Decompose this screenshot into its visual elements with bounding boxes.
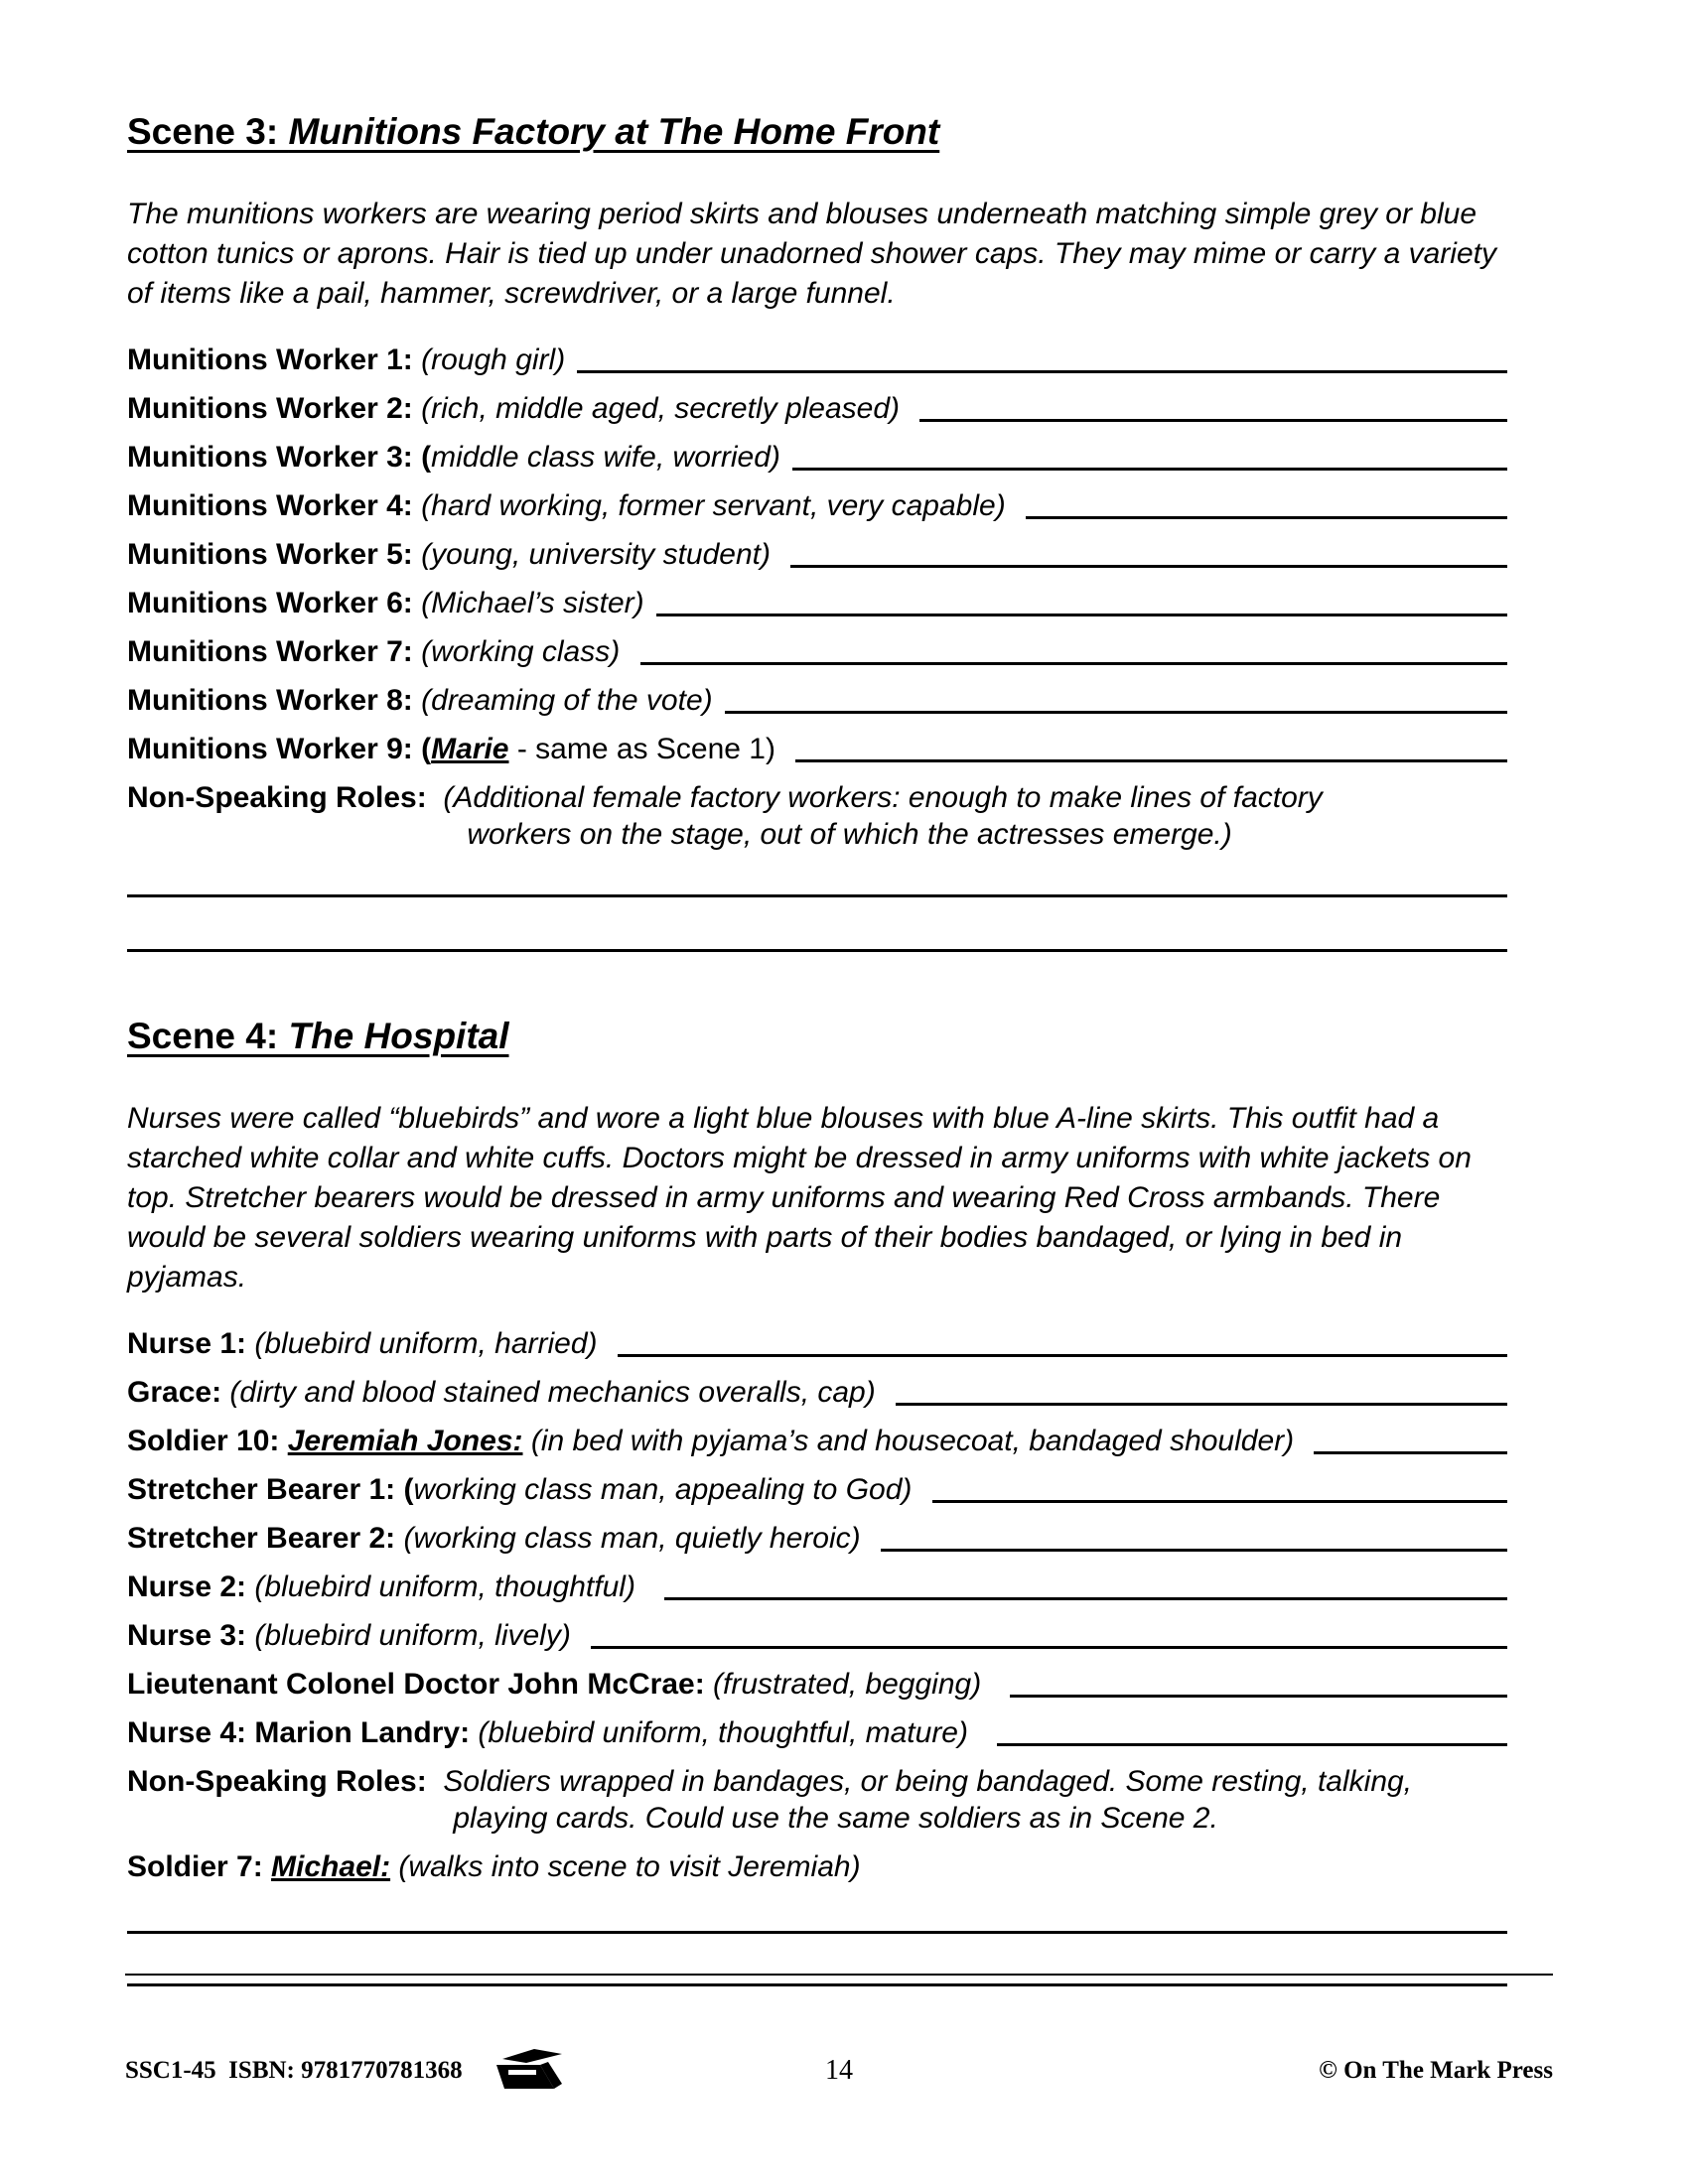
isbn-label: SSC1-45 ISBN: 9781770781368 bbox=[125, 2057, 463, 2084]
role-label: Soldier 10: bbox=[127, 1425, 288, 1457]
role-row bbox=[127, 1325, 1507, 1362]
role-desc: (bluebird uniform, harried) bbox=[254, 1327, 606, 1360]
role-label: Lieutenant Colonel Doctor John McCrae: bbox=[127, 1668, 714, 1701]
scene3-heading bbox=[127, 111, 1507, 153]
footer-left bbox=[125, 1991, 566, 2150]
role-desc: (bluebird uniform, lively) bbox=[254, 1619, 580, 1652]
role-label: Nurse 2: bbox=[127, 1570, 255, 1603]
role-character-name: Jeremiah Jones: bbox=[287, 1425, 523, 1457]
role-label: Nurse 3: bbox=[127, 1619, 255, 1652]
section-divider bbox=[127, 894, 1507, 952]
blank-line bbox=[664, 1597, 1507, 1600]
role-row bbox=[127, 1617, 1507, 1654]
role-label: Non-Speaking Roles: bbox=[127, 781, 444, 814]
role-label: Grace: bbox=[127, 1376, 230, 1409]
scene3-heading-prefix: Scene 3: bbox=[127, 111, 289, 152]
scene4-intro: Nurses were called “bluebirds” and wore a light blue blouses with blue A-line skirts. This outfit had a starched white collar and white cuffs. Doctors might be dressed in army uniforms with white jackets on top. Stretcher bearers would be dressed in army uniforms and wearing Red Cross armbands. There would be several soldiers wearing uniforms with parts of their bodies bandaged, or lying in bed in pyjamas. bbox=[127, 1102, 1472, 1294]
role-label: Munitions Worker 2: bbox=[127, 392, 422, 425]
role-label: Munitions Worker 7: bbox=[127, 635, 422, 668]
blank-line bbox=[656, 614, 1507, 616]
role-desc: (dreaming of the vote) bbox=[421, 684, 713, 717]
blank-line bbox=[795, 759, 1507, 762]
blank-rule-line bbox=[127, 894, 1507, 897]
non-speaking-line1: (Additional female factory workers: enough to make lines of factory bbox=[443, 781, 1323, 814]
role-row bbox=[127, 633, 1507, 670]
role-row bbox=[127, 1714, 1507, 1751]
blank-line bbox=[997, 1743, 1507, 1746]
blank-line bbox=[881, 1549, 1507, 1552]
role-row bbox=[127, 682, 1507, 719]
blank-line bbox=[896, 1403, 1507, 1406]
non-speaking-line2: playing cards. Could use the same soldiers as in Scene 2. bbox=[453, 1802, 1218, 1835]
role-desc: (in bed with pyjama’s and housecoat, bandaged shoulder) bbox=[522, 1425, 1303, 1457]
scene3-intro: The munitions workers are wearing period skirts and blouses underneath matching simple grey or blue cotton tunics or aprons. Hair is tied up under unadorned shower caps. They may mime or carry a variety of items like a pail, hammer, screwdriver, or a large funnel. bbox=[127, 198, 1496, 310]
role-label: Munitions Worker 8: bbox=[127, 684, 422, 717]
role-row bbox=[127, 1520, 1507, 1557]
role-label: Non-Speaking Roles: bbox=[127, 1765, 444, 1798]
role-label: Soldier 7: bbox=[127, 1850, 272, 1883]
scene3-roles bbox=[127, 341, 1507, 853]
role-row bbox=[127, 1569, 1507, 1605]
printer-icon bbox=[492, 1991, 566, 2150]
role-row bbox=[127, 1848, 1507, 1885]
scene3-heading-title: Munitions Factory at The Home Front bbox=[288, 111, 940, 152]
blank-line bbox=[932, 1500, 1507, 1503]
role-label: Munitions Worker 5: bbox=[127, 538, 422, 571]
role-label: Nurse 1: bbox=[127, 1327, 255, 1360]
role-desc: (walks into scene to visit Jeremiah) bbox=[390, 1850, 861, 1883]
role-desc: (frustrated, begging) bbox=[713, 1668, 998, 1701]
blank-line bbox=[640, 662, 1507, 665]
role-label: Munitions Worker 1: bbox=[127, 343, 422, 376]
role-row bbox=[127, 1666, 1507, 1703]
role-desc: middle class wife, worried) bbox=[431, 441, 780, 474]
role-row bbox=[127, 585, 1507, 621]
role-row bbox=[127, 1374, 1507, 1411]
blank-line bbox=[919, 419, 1507, 422]
role-desc: (dirty and blood stained mechanics overalls, cap) bbox=[229, 1376, 885, 1409]
role-row bbox=[127, 487, 1507, 524]
role-desc: (bluebird uniform, thoughtful) bbox=[254, 1570, 652, 1603]
blank-rule-line bbox=[127, 949, 1507, 952]
role-desc: (working class) bbox=[421, 635, 629, 668]
role-label: Nurse 4: Marion Landry: bbox=[127, 1716, 479, 1749]
blank-line bbox=[790, 565, 1507, 568]
non-speaking-line1: Soldiers wrapped in bandages, or being bandaged. Some resting, talking, bbox=[443, 1765, 1413, 1798]
role-desc: working class man, appealing to God) bbox=[413, 1473, 920, 1506]
blank-line bbox=[1314, 1451, 1507, 1454]
non-speaking-desc bbox=[443, 1763, 1412, 1837]
role-row bbox=[127, 731, 1507, 767]
page-number: 14 bbox=[825, 2055, 853, 2086]
non-speaking-desc bbox=[443, 779, 1322, 853]
blank-line bbox=[618, 1354, 1507, 1357]
role-label: Munitions Worker 3: ( bbox=[127, 441, 432, 474]
non-speaking-line2: workers on the stage, out of which the actresses emerge.) bbox=[467, 818, 1232, 851]
role-label: Munitions Worker 9: ( bbox=[127, 733, 432, 765]
role-desc: (rich, middle aged, secretly pleased) bbox=[421, 392, 909, 425]
blank-line bbox=[792, 468, 1507, 471]
non-speaking-row bbox=[127, 1763, 1507, 1837]
scene4-heading bbox=[127, 1016, 1507, 1057]
role-desc: (working class man, quietly heroic) bbox=[403, 1522, 869, 1555]
role-label: Stretcher Bearer 1: ( bbox=[127, 1473, 414, 1506]
page-footer bbox=[125, 1974, 1553, 2150]
role-label: Munitions Worker 6: bbox=[127, 587, 422, 619]
blank-line bbox=[1010, 1695, 1507, 1698]
role-row bbox=[127, 341, 1507, 378]
scene4-roles bbox=[127, 1325, 1507, 1885]
role-desc: (young, university student) bbox=[421, 538, 779, 571]
blank-rule-line bbox=[127, 1931, 1507, 1934]
role-row bbox=[127, 1471, 1507, 1508]
role-desc: (Michael’s sister) bbox=[421, 587, 644, 619]
role-row bbox=[127, 390, 1507, 427]
blank-line bbox=[591, 1646, 1507, 1649]
blank-line bbox=[725, 711, 1507, 714]
role-character-name: Michael: bbox=[271, 1850, 391, 1883]
role-row bbox=[127, 536, 1507, 573]
scene4-heading-prefix: Scene 4: bbox=[127, 1016, 289, 1056]
role-tail: - same as Scene 1) bbox=[508, 733, 784, 765]
role-label: Munitions Worker 4: bbox=[127, 489, 422, 522]
role-label: Stretcher Bearer 2: bbox=[127, 1522, 404, 1555]
role-row bbox=[127, 439, 1507, 476]
blank-line bbox=[1026, 516, 1507, 519]
role-character-name: Marie bbox=[431, 733, 509, 765]
role-desc: (bluebird uniform, thoughtful, mature) bbox=[478, 1716, 985, 1749]
copyright: © On The Mark Press bbox=[1319, 2057, 1553, 2084]
blank-line bbox=[577, 370, 1507, 373]
scene4-heading-title: The Hospital bbox=[288, 1016, 509, 1056]
role-desc: (hard working, former servant, very capable) bbox=[421, 489, 1015, 522]
non-speaking-row bbox=[127, 779, 1507, 853]
role-desc: (rough girl) bbox=[421, 343, 566, 376]
role-row bbox=[127, 1423, 1507, 1459]
